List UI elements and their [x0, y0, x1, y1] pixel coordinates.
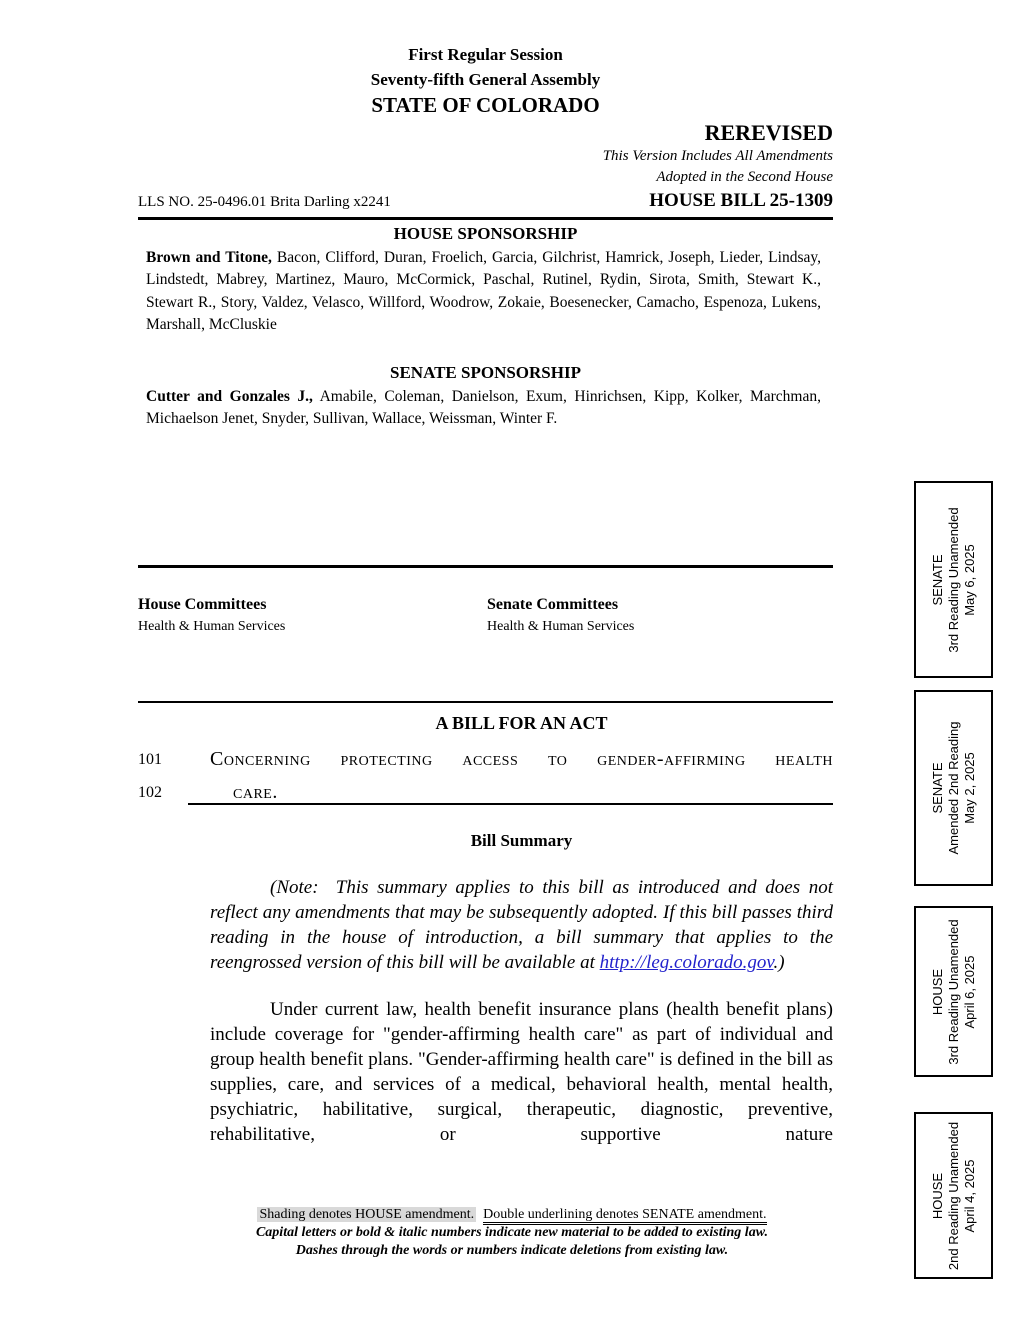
house-committees-value: Health & Human Services [138, 619, 286, 635]
summary-body-paragraph: Under current law, health benefit insurance plans (health benefit plans) include coverage for "gender-affirming health care" as part of individual and group health benefit plans. "Gender-affirming health care" is defined in the bill as supplies, care, and services of a medical, behavioral health, mental health, psychiatric, habilitative, surgical, therapeutic, diagnostic, preventive, rehabilitative, or supportive nature [210, 999, 833, 1146]
summary-note-text: (Note: This summary applies to this bill as introduced and does not reflect any amendments that may be subsequently adopted. If this bill passes third reading in the house of introduction, a bill summary that applies to the reengrossed version of this bill will be available at [210, 877, 833, 974]
act-text-101: Concerning protecting access to gender-affirming health [210, 748, 833, 771]
stamp-chamber: SENATE [929, 762, 945, 814]
session-title: First Regular Session [408, 45, 563, 64]
senate-committees-title: Senate Committees [487, 596, 619, 614]
stamp-action: Amended 2nd Reading [945, 721, 961, 855]
bill-number: HOUSE BILL 25-1309 [649, 190, 833, 211]
house-sponsorship-title: HOUSE SPONSORSHIP [393, 224, 578, 243]
committees-section [138, 594, 833, 636]
legend-line-3: Dashes through the words or numbers indicate deletions from existing law. [295, 1243, 729, 1258]
house-sponsors-list [146, 247, 821, 337]
house-lead-sponsors: Brown and Titone, [146, 249, 272, 266]
bill-summary-title: Bill Summary [470, 831, 573, 851]
stamp-house-2nd-reading-text [930, 1096, 978, 1296]
stamp-date: April 6, 2025 [961, 955, 977, 1028]
stamp-chamber: HOUSE [929, 1172, 945, 1219]
stamp-house-3rd-reading-text [930, 892, 978, 1092]
assembly-title: Seventy-fifth General Assembly [370, 70, 601, 89]
stamp-chamber: SENATE [929, 553, 945, 606]
state-title: STATE OF COLORADO [371, 93, 600, 117]
legislature-link[interactable]: http://leg.colorado.gov [599, 952, 774, 974]
stamp-senate-2nd-reading [914, 690, 993, 886]
stamp-house-2nd-reading [914, 1112, 993, 1279]
house-cosponsors: Bacon, Clifford, Duran, Froelich, Garcia, Gilchrist, Hamrick, Joseph, Lieder, Lindsay, Lindstedt, Mabrey, Martinez, Mauro, McCormick, Paschal, Rutinel, Rydin, Sirota, Smith, Stewart K., Stewart R., Story, Valdez, Velasco, Willford, Woodrow, Zokaie, Boesenecker, Camacho, Espenoza, Lukens, Marshall, McCluskie [146, 249, 821, 334]
stamp-action: 2nd Reading Unamended [945, 1121, 961, 1270]
status-note-2: Adopted in the Second House [656, 169, 833, 185]
stamp-action: 3rd Reading Unamended [945, 506, 961, 653]
senate-committees-col [487, 594, 634, 636]
divider-act [138, 701, 833, 703]
senate-sponsorship-title: SENATE SPONSORSHIP [390, 362, 581, 382]
legend-line-2: Capital letters or bold & italic numbers indicate new material to be added to existing law. [255, 1225, 769, 1240]
act-line-101 [138, 743, 833, 776]
legend-footer [0, 1206, 1024, 1260]
senate-committees-value: Health & Human Services [487, 619, 635, 635]
legend-line-1 [0, 1206, 1024, 1224]
line-number-101: 101 [138, 751, 162, 769]
senate-sponsors-list [146, 386, 821, 431]
senate-cosponsors: Amabile, Coleman, Danielson, Exum, Hinrichsen, Kipp, Kolker, Marchman, Michaelson Jenet, Snyder, Sullivan, Wallace, Weissman, Winter F. [146, 387, 821, 428]
stamp-action: 3rd Reading Unamended [945, 918, 961, 1065]
stamp-chamber: HOUSE [929, 968, 945, 1015]
senate-lead-sponsors: Cutter and Gonzales J., [146, 387, 313, 405]
house-committees-col [138, 594, 487, 636]
divider-committees [138, 565, 833, 568]
line-number-102: 102 [138, 784, 162, 802]
stamp-date: May 2, 2025 [961, 752, 977, 824]
stamp-house-3rd-reading [914, 906, 993, 1077]
summary-note-closing: .) [773, 952, 785, 974]
document-body [138, 0, 833, 1147]
stamp-senate-2nd-reading-text [930, 688, 978, 888]
double-underline-legend: Double underlining denotes SENATE amendment. [483, 1207, 766, 1225]
divider-top [138, 217, 833, 220]
stamp-date: April 4, 2025 [961, 1159, 977, 1232]
status-note-1: This Version Includes All Amendments [602, 148, 833, 164]
shading-legend: Shading denotes HOUSE amendment. [259, 1207, 475, 1222]
act-title: A BILL FOR AN ACT [435, 713, 608, 734]
stamp-senate-3rd-reading [914, 481, 993, 678]
lls-row [138, 190, 833, 213]
stamp-date: May 6, 2025 [961, 543, 977, 616]
rerevised-status: REREVISED [704, 120, 833, 145]
act-text-102: care. [233, 781, 278, 804]
summary-note-paragraph [210, 875, 833, 975]
act-line-102 [138, 776, 833, 809]
stamp-senate-3rd-reading-text [930, 480, 978, 680]
house-committees-title: House Committees [138, 596, 267, 614]
lls-number: LLS NO. 25-0496.01 Brita Darling x2241 [138, 194, 391, 210]
